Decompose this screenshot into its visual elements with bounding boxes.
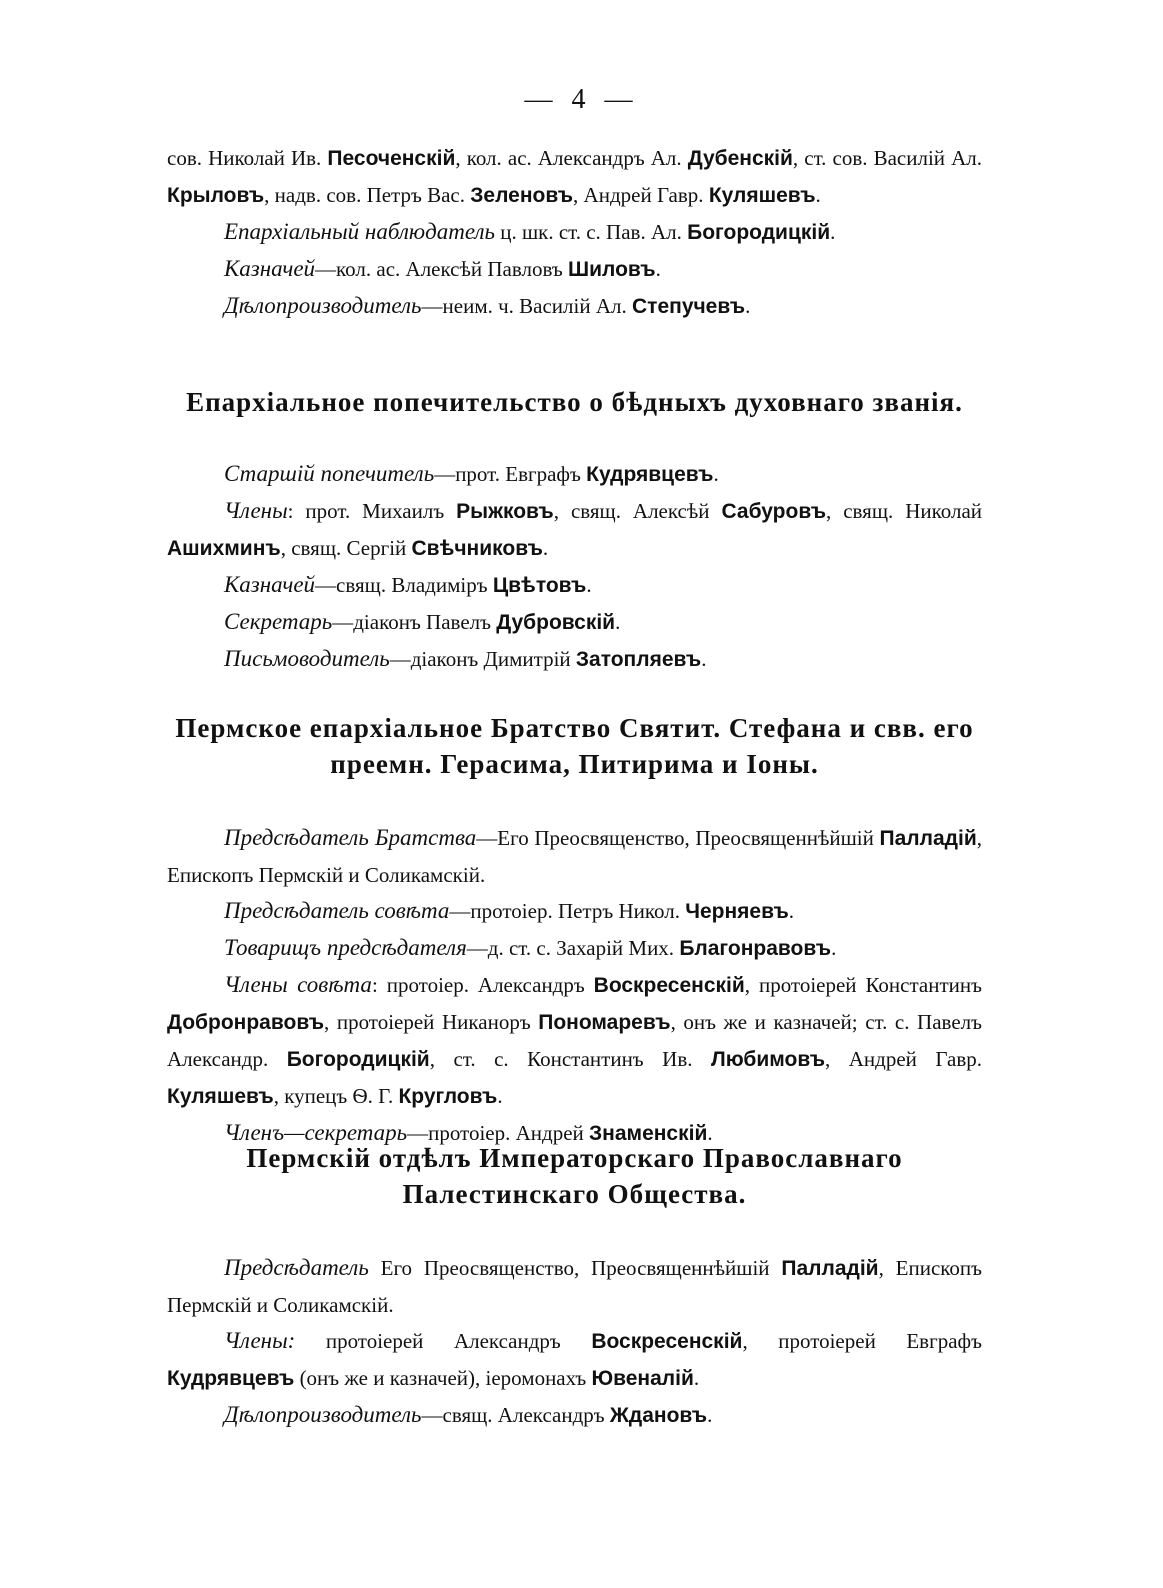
intro-block [167,140,982,325]
role-title: Предсѣдатель [224,1255,369,1280]
intro-paragraph-2 [167,214,982,251]
text: —протоіер. Петръ Никол. [449,899,686,923]
person-name: Затопляевъ [575,648,702,671]
text: —свящ. Александръ [421,1403,610,1427]
text: , свящ. Алексѣй [553,499,722,523]
person-name: Сабуровъ [721,500,827,523]
role-title: Дѣлопроизводитель [224,1402,422,1427]
text: —Его Преосвященство, Преосвященнѣйшій [476,826,880,850]
section-heading: Пермскій отдѣлъ Императорскаго Православнаго Палестинскаго Общества. [246,1143,903,1209]
text: . [586,573,592,597]
text: . [701,647,707,671]
person-name: Шиловъ [568,258,656,281]
text: —діаконъ Павелъ [332,610,497,634]
section-brotherhood [167,710,982,1152]
text: , ст. с. Константинъ Ив. [429,1047,711,1071]
text: . [815,183,821,207]
section-palestine-society [167,1140,982,1434]
intro-paragraph-4 [167,288,982,325]
role-title: Казначей [224,572,316,597]
paragraph [167,1250,982,1323]
text: Его Преосвященство, Преосвященнѣйшій [368,1256,782,1280]
person-name: Ждановъ [609,1404,708,1427]
text: —протоіер. Андрей [407,1121,590,1145]
role-title: Казначей [224,256,316,281]
role-title: Членъ—секретарь [224,1120,408,1145]
role-title: Члены: [224,1328,296,1353]
text: (онъ же и казначей), іеромонахъ [294,1366,592,1390]
paragraph [167,456,982,493]
person-name: Цвѣтовъ [492,574,587,597]
section-body [167,1250,982,1434]
text: : прот. Михаилъ [287,499,457,523]
person-name: Знаменскій [589,1122,708,1145]
text: , протоіерей Константинъ [744,973,982,997]
person-name: Воскресенскій [593,974,745,997]
person-name: Зеленовъ [470,184,574,207]
text: —неим. ч. Василій Ал. [421,294,632,318]
person-name: Черняевъ [685,900,789,923]
text: , онъ же и казначей; ст. с. Павелъ Александр. [167,1010,982,1071]
text: . [707,1403,713,1427]
person-name: Ювеналій [591,1367,694,1390]
person-name: Кудрявцевъ [586,463,714,486]
text: . [788,899,795,923]
person-name: Свѣчниковъ [411,537,543,560]
paragraph [167,567,982,604]
role-title: Члены совѣта [224,972,372,997]
text: , надв. сов. Петръ Вас. [264,183,471,207]
person-name: Куляшевъ [167,1085,274,1108]
text: —д. ст. с. Захарій Мих. [466,936,680,960]
role-title: Секретарь [224,609,333,634]
person-name: Куляшевъ [708,184,816,207]
paragraph [167,493,982,567]
person-name: Воскресенскій [591,1330,743,1353]
person-name: Кудрявцевъ [167,1367,295,1390]
role-title: Письмоводитель [224,646,390,671]
text: —кол. ас. Алексѣй Павловъ [315,257,568,281]
text: . [542,536,549,560]
text: —прот. Евграфъ [434,462,587,486]
section-heading: Епархіальное попечительство о бѣдныхъ духовнаго званія. [186,387,963,417]
paragraph [167,1397,982,1434]
text: —свящ. Владиміръ [315,573,493,597]
role-title: Члены [224,498,288,523]
text: сов. Николай Ив. [167,146,328,170]
person-name: Любимовъ [710,1048,826,1071]
text: . [707,1121,713,1145]
text: , свящ. Николай [826,499,982,523]
text: , Епископъ Пермскій и Соликамскій. [167,826,982,887]
person-name: Дубенскій [687,147,793,170]
paragraph [167,1323,982,1397]
person-name: Палладій [781,1257,879,1280]
role-title: Дѣлопроизводитель [224,293,422,318]
text: , свящ. Сергій [280,536,412,560]
text: , протоіерей Евграфъ [742,1329,982,1353]
intro-paragraph-3 [167,251,982,288]
intro-paragraph-1 [167,140,982,214]
paragraph [167,967,982,1115]
page-number: — 4 — [524,84,639,115]
text: . [745,294,751,318]
text: , Епископъ Пермскій и Соликамскій. [167,1256,983,1317]
text: , купецъ Ѳ. Г. [273,1084,399,1108]
person-name: Благонравовъ [679,937,832,960]
text: ц. шк. ст. с. Пав. Ал. [494,220,688,244]
role-title: Предсѣдатель совѣта [224,898,450,923]
text: . [713,462,719,486]
text: , ст. сов. Василій Ал. [792,146,983,170]
person-name: Ашихминъ [167,537,281,560]
paragraph [167,641,982,678]
text: . [615,610,621,634]
text: —діаконъ Димитрій [389,647,576,671]
person-name: Добронравовъ [167,1011,325,1034]
person-name: Палладій [879,827,977,850]
section-heading: Пермское епархіальное Братство Святит. Стефана и свв. его преемн. Герасима, Питирима и Іоны. [175,713,974,779]
person-name: Богородицкій [687,221,831,244]
text: . [693,1366,700,1390]
section-body [167,456,982,678]
text: . [830,220,836,244]
text: : протоіер. Александръ [371,973,594,997]
text: , Андрей Гавр. [825,1047,982,1071]
paragraph [167,893,982,930]
person-name: Дубровскій [496,611,616,634]
person-name: Крыловъ [167,184,265,207]
person-name: Степучевъ [632,295,746,318]
text: , Андрей Гавр. [573,183,709,207]
role-title: Предсѣдатель Братства [224,825,477,850]
text: . [831,936,837,960]
person-name: Кругловъ [398,1085,498,1108]
role-title: Старшій попечитель [224,461,435,486]
person-name: Пономаревъ [538,1011,671,1034]
person-name: Рыжковъ [456,500,554,523]
text: . [497,1084,503,1108]
section-poor-clergy-trusteeship [167,384,982,678]
role-title: Епархіальный наблюдатель [224,219,495,244]
text: . [655,257,661,281]
role-title: Товарищъ предсѣдателя [224,935,467,960]
person-name: Богородицкій [286,1048,430,1071]
paragraph [167,930,982,967]
person-name: Песоченскій [327,147,456,170]
text: протоіерей Александръ [295,1329,592,1353]
paragraph [167,604,982,641]
text: , протоіерей Никаноръ [324,1010,539,1034]
paragraph [167,820,982,893]
text: , кол. ас. Александръ Ал. [455,146,688,170]
section-body [167,820,982,1152]
